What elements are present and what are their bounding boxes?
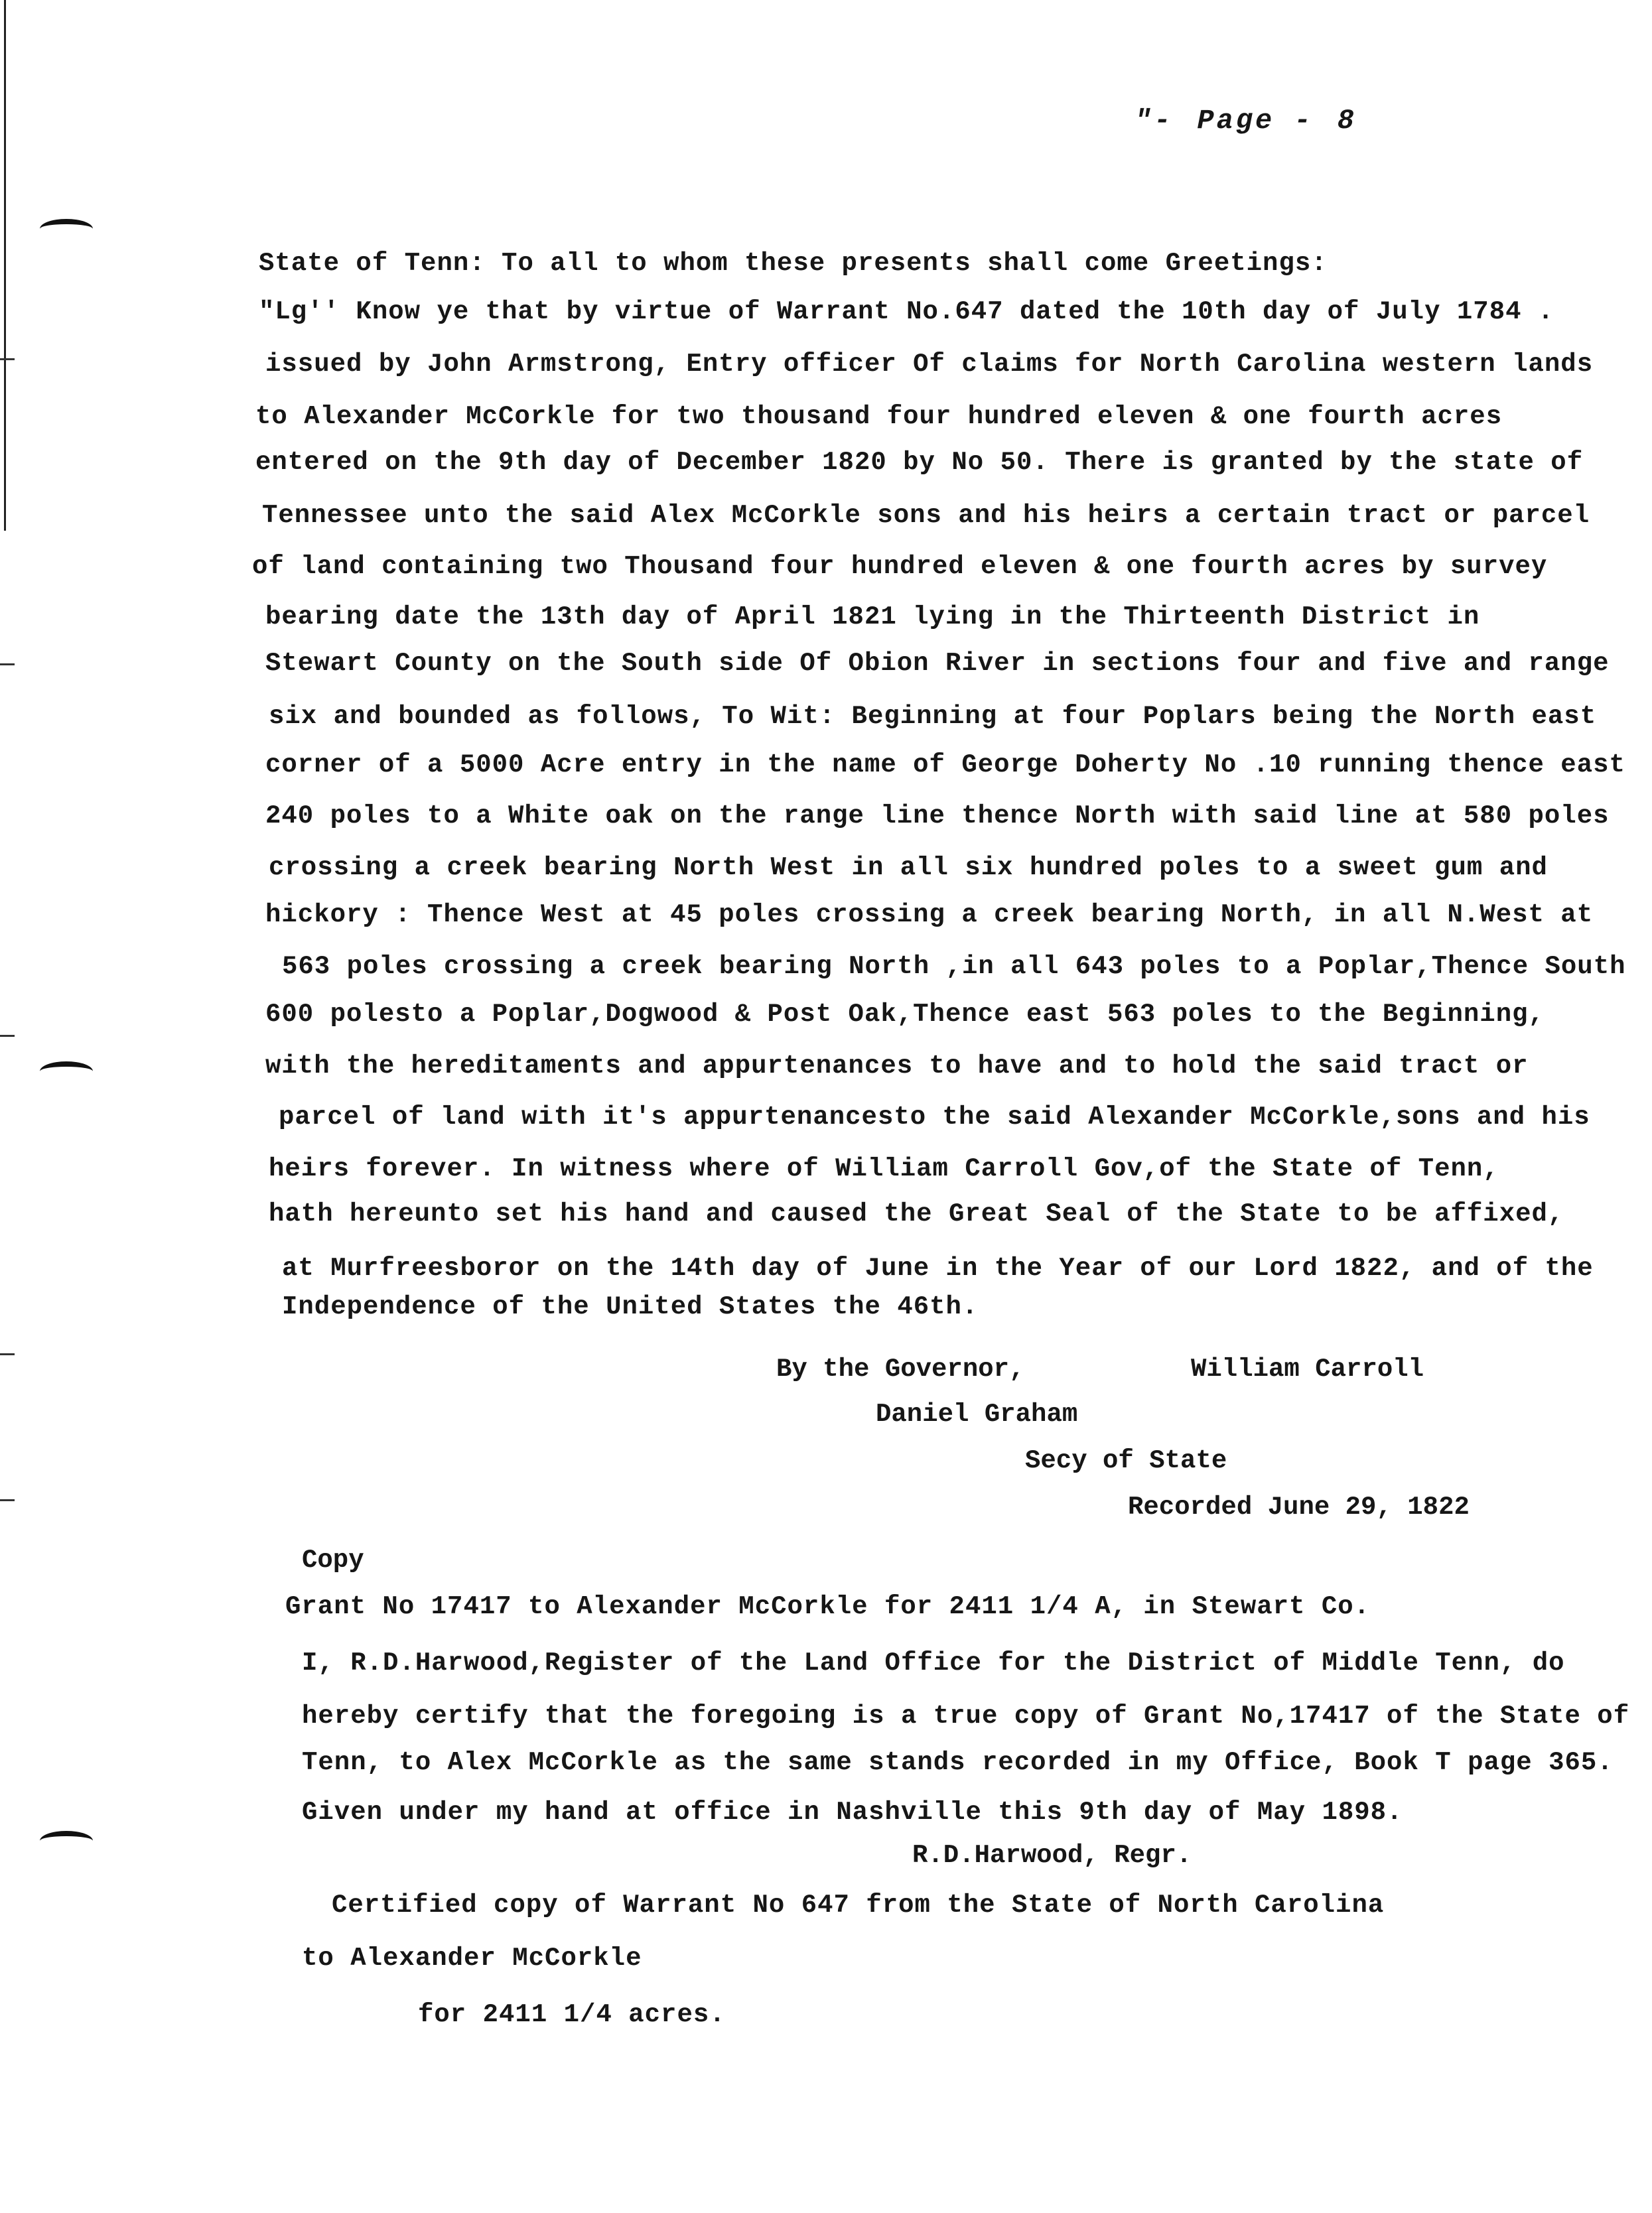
body-line: 563 poles crossing a creek bearing North ,in all 643 poles to a Poplar,Thence South: [282, 952, 1626, 981]
body-line: "Lg'' Know ye that by virtue of Warrant No.647 dated the 10th day of July 1784 .: [259, 297, 1554, 326]
body-line: six and bounded as follows, To Wit: Beginning at four Poplars being the North east: [269, 702, 1597, 731]
body-line: to Alexander McCorkle for two thousand four hundred eleven & one fourth acres: [255, 402, 1503, 431]
body-line: Tennessee unto the said Alex McCorkle sons and his heirs a certain tract or parcel: [262, 501, 1590, 530]
body-line: bearing date the 13th day of April 1821 lying in the Thirteenth District in: [265, 602, 1480, 632]
body-line: of land containing two Thousand four hundred eleven & one fourth acres by survey: [252, 552, 1548, 581]
scan-edge-mark: [0, 1035, 15, 1037]
punch-hole-mark: [40, 219, 93, 239]
body-line: Stewart County on the South side Of Obion River in sections four and five and range: [265, 649, 1610, 678]
body-line: issued by John Armstrong, Entry officer Of claims for North Carolina western lands: [265, 350, 1594, 379]
copy-heading: Copy: [302, 1546, 364, 1575]
body-line: 600 polesto a Poplar,Dogwood & Post Oak,Thence east 563 poles to the Beginning,: [265, 1000, 1545, 1029]
header-dash: "-: [1135, 105, 1174, 137]
scan-edge-mark: [0, 663, 15, 665]
register-signature: R.D.Harwood, Regr.: [912, 1841, 1192, 1870]
by-governor-text: By the Governor,: [776, 1355, 1025, 1384]
body-line: entered on the 9th day of December 1820 by No 50. There is granted by the state of: [255, 448, 1584, 477]
body-line: hickory : Thence West at 45 poles crossing a creek bearing North, in all N.West at: [265, 900, 1594, 929]
body-line: corner of a 5000 Acre entry in the name of George Doherty No .10 running thence east: [265, 750, 1625, 779]
grant-line: Grant No 17417 to Alexander McCorkle for 2411 1/4 A, in Stewart Co.: [285, 1592, 1371, 1621]
footer-line: Certified copy of Warrant No 647 from the State of North Carolina: [332, 1891, 1385, 1920]
scan-edge-line: [4, 0, 6, 531]
body-line: State of Tenn: To all to whom these presents shall come Greetings:: [259, 249, 1328, 278]
cert-line: Given under my hand at office in Nashville this 9th day of May 1898.: [302, 1798, 1403, 1827]
body-line: 240 poles to a White oak on the range line thence North with said line at 580 poles: [265, 801, 1610, 831]
body-line: with the hereditaments and appurtenances to have and to hold the said tract or: [265, 1051, 1529, 1081]
footer-line: to Alexander McCorkle: [302, 1944, 642, 1973]
body-line: heirs forever. In witness where of William Carroll Gov,of the State of Tenn,: [269, 1154, 1499, 1183]
cert-line: hereby certify that the foregoing is a true copy of Grant No,17417 of the State of: [302, 1702, 1630, 1731]
page-label: Page -: [1197, 105, 1314, 137]
body-line: hath hereunto set his hand and caused the Great Seal of the State to be affixed,: [269, 1199, 1564, 1229]
recorded-date: Recorded June 29, 1822: [1128, 1493, 1470, 1522]
scan-edge-mark: [0, 358, 15, 360]
body-line: Independence of the United States the 46th.: [282, 1292, 979, 1321]
governor-name: William Carroll: [1191, 1355, 1424, 1384]
cert-line: Tenn, to Alex McCorkle as the same stands recorded in my Office, Book T page 365.: [302, 1748, 1614, 1777]
page-number: 8: [1337, 105, 1357, 137]
secretary-title: Secy of State: [1025, 1446, 1227, 1475]
cert-line: I, R.D.Harwood,Register of the Land Office for the District of Middle Tenn, do: [302, 1648, 1565, 1678]
secretary-name: Daniel Graham: [876, 1400, 1078, 1429]
punch-hole-mark: [40, 1831, 93, 1851]
scan-edge-mark: [0, 1499, 15, 1501]
body-line: crossing a creek bearing North West in all six hundred poles to a sweet gum and: [269, 853, 1548, 882]
body-line: at Murfreesboror on the 14th day of June in the Year of our Lord 1822, and of the: [282, 1254, 1594, 1283]
punch-hole-mark: [40, 1061, 93, 1081]
page-header: [1135, 105, 1381, 137]
body-line: parcel of land with it's appurtenancesto the said Alexander McCorkle,sons and his: [279, 1103, 1590, 1132]
footer-line: for 2411 1/4 acres.: [418, 2000, 726, 2029]
scan-edge-mark: [0, 1353, 15, 1355]
